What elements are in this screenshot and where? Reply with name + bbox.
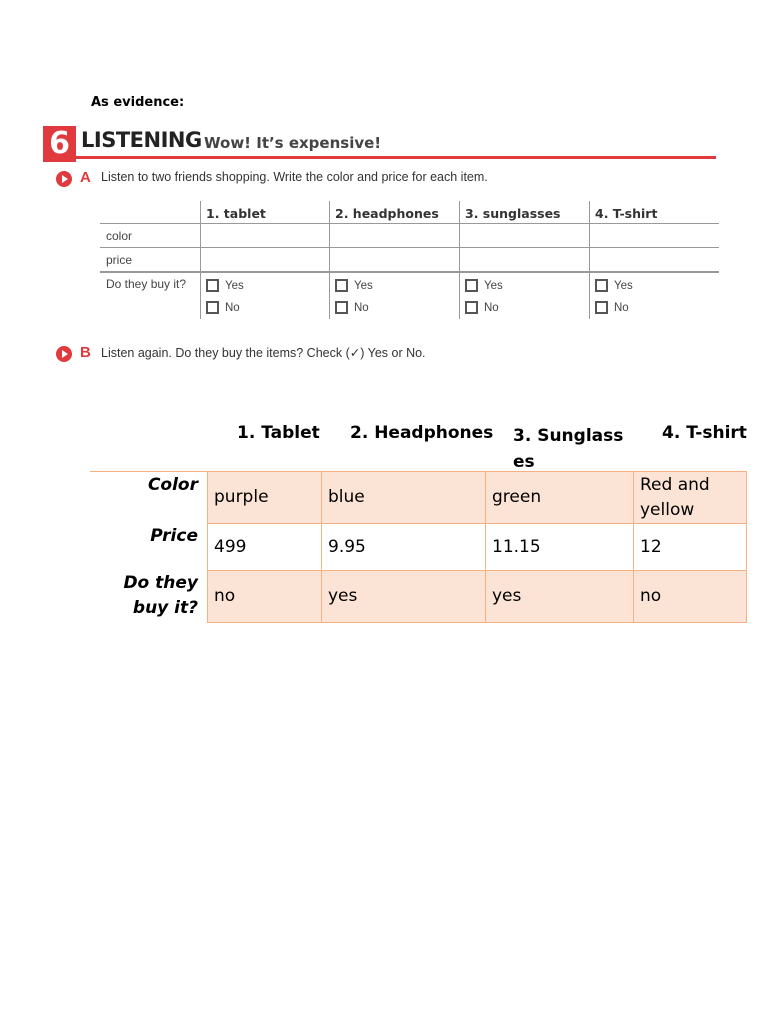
table-cell: no	[634, 571, 747, 623]
answer-column-header: 3. Sunglasses	[513, 426, 624, 472]
row-divider	[100, 271, 719, 273]
yes-checkbox[interactable]: Yes	[595, 279, 633, 292]
table-cell: purple	[208, 472, 322, 524]
instruction-letter: A	[80, 169, 91, 186]
answer-table	[207, 471, 747, 623]
column-divider	[459, 201, 460, 319]
answer-row-label: Price	[150, 526, 198, 546]
yes-checkbox[interactable]: Yes	[335, 279, 373, 292]
book-column-header: 1. tablet	[206, 206, 266, 221]
column-divider	[589, 201, 590, 319]
table-cell: green	[486, 472, 634, 524]
yes-checkbox[interactable]: Yes	[206, 279, 244, 292]
instruction-text: Listen again. Do they buy the items? Check (✓) Yes or No.	[101, 346, 426, 360]
book-row-label: price	[106, 253, 133, 267]
column-divider	[329, 201, 330, 319]
column-divider	[200, 201, 201, 319]
table-cell: 499	[208, 524, 322, 571]
book-row-label: color	[106, 229, 133, 243]
audio-play-icon[interactable]	[56, 346, 72, 362]
lesson-title: LISTENING	[81, 128, 202, 152]
table-row	[208, 524, 747, 571]
answer-column-header: 1. Tablet	[237, 423, 320, 443]
table-cell: 12	[634, 524, 747, 571]
instruction-text: Listen to two friends shopping. Write the color and price for each item.	[101, 170, 488, 184]
answer-column-header: 4. T-shirt	[662, 423, 747, 443]
header-rule	[76, 156, 716, 159]
lesson-number-badge: 6	[43, 126, 76, 162]
table-cell: Red and yellow	[634, 472, 747, 524]
yes-checkbox[interactable]: Yes	[465, 279, 503, 292]
audio-play-icon[interactable]	[56, 171, 72, 187]
lesson-header	[43, 124, 716, 164]
table-cell: blue	[322, 472, 486, 524]
instruction-letter: B	[80, 344, 91, 361]
answer-row-label: Do they buy it?	[123, 573, 198, 618]
no-checkbox[interactable]: No	[206, 301, 240, 314]
answer-column-header: 2. Headphones	[350, 423, 494, 443]
answer-top-rule	[90, 471, 208, 472]
table-cell: 9.95	[322, 524, 486, 571]
book-column-header: 4. T-shirt	[595, 206, 658, 221]
evidence-label: As evidence:	[91, 95, 185, 110]
row-divider	[100, 247, 719, 248]
table-cell: yes	[486, 571, 634, 623]
book-column-header: 2. headphones	[335, 206, 439, 221]
book-table	[100, 201, 719, 319]
book-column-header: 3. sunglasses	[465, 206, 561, 221]
row-divider	[100, 223, 719, 224]
book-row-label: Do they buy it?	[106, 277, 187, 291]
table-row	[208, 472, 747, 524]
no-checkbox[interactable]: No	[595, 301, 629, 314]
answer-row-label: Color	[147, 475, 198, 495]
table-cell: yes	[322, 571, 486, 623]
table-cell: no	[208, 571, 322, 623]
lesson-subtitle: Wow! It’s expensive!	[204, 134, 382, 152]
no-checkbox[interactable]: No	[335, 301, 369, 314]
table-row	[208, 571, 747, 623]
no-checkbox[interactable]: No	[465, 301, 499, 314]
table-cell: 11.15	[486, 524, 634, 571]
